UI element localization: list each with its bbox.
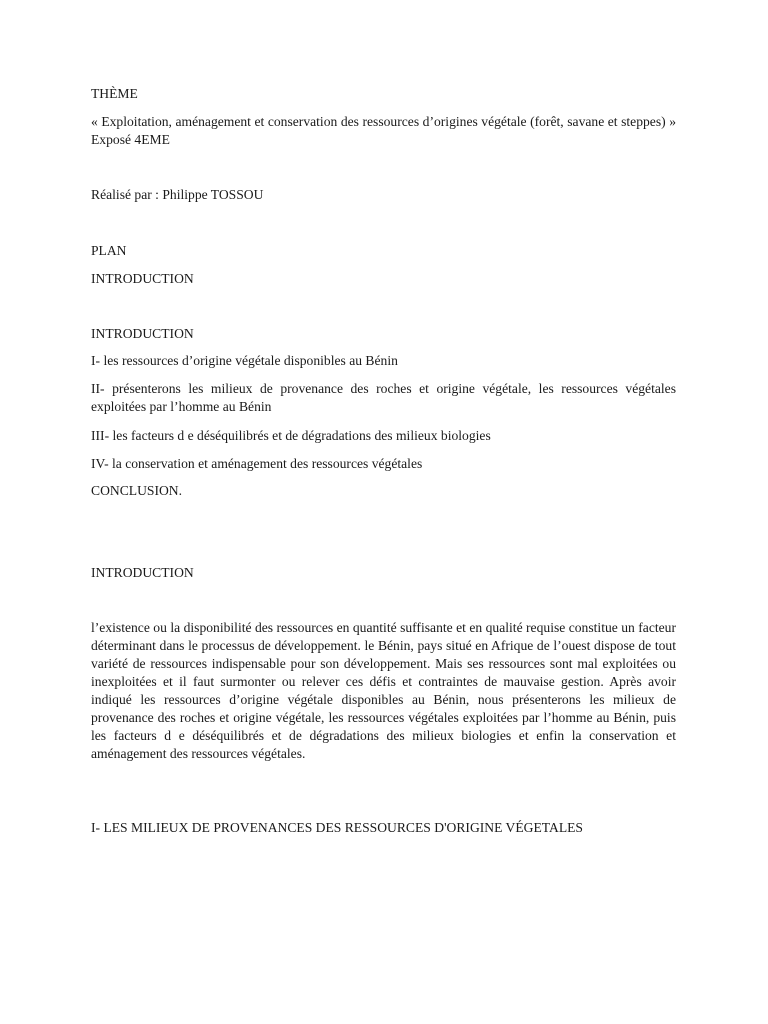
- plan-label: PLAN: [91, 243, 127, 258]
- theme-text: « Exploitation, aménagement et conservation des ressources d’origines végétale (forêt, savane et steppes) » Exposé 4EME: [91, 114, 676, 147]
- author-line: Réalisé par : Philippe TOSSOU: [91, 187, 264, 202]
- document-page: [91, 0, 676, 1024]
- introduction-body: l’existence ou la disponibilité des ressources en quantité suffisante et en qualité requise constitue un facteur déterminant dans le processus de développement. le Bénin, pays situé en Afrique de l’ouest dispose de tout variété de ressources indispensable pour son développement. Mais ses ressources sont mal exploitées ou inexploitées et il faut surmonter ou relever ces défis et contraintes de mauvaise gestion. Après avoir indiqué les ressources d’origine végétale disponibles au Bénin, nous présenterons les milieux de provenance des roches et origine végétale, les ressources végétales exploitées par l’homme au Bénin, puis les facteurs d e déséquilibrés et de dégradations des milieux biologies et enfin la conservation et aménagement des ressources végétales.: [91, 620, 676, 761]
- plan-item: IV- la conservation et aménagement des ressources végétales: [91, 456, 423, 471]
- introduction-heading: INTRODUCTION: [91, 565, 194, 580]
- plan-heading: INTRODUCTION: [91, 326, 194, 341]
- plan-item: I- les ressources d’origine végétale disponibles au Bénin: [91, 353, 398, 368]
- plan-intro: INTRODUCTION: [91, 271, 194, 286]
- section-1-heading: I- LES MILIEUX DE PROVENANCES DES RESSOURCES D'ORIGINE VÉGETALES: [91, 820, 583, 835]
- plan-item: II- présenterons les milieux de provenance des roches et origine végétale, les ressources végétales exploitées par l’homme au Bénin: [91, 381, 676, 414]
- plan-conclusion: CONCLUSION.: [91, 483, 183, 498]
- plan-item: III- les facteurs d e déséquilibrés et de dégradations des milieux biologies: [91, 428, 491, 443]
- theme-label: THÈME: [91, 86, 138, 101]
